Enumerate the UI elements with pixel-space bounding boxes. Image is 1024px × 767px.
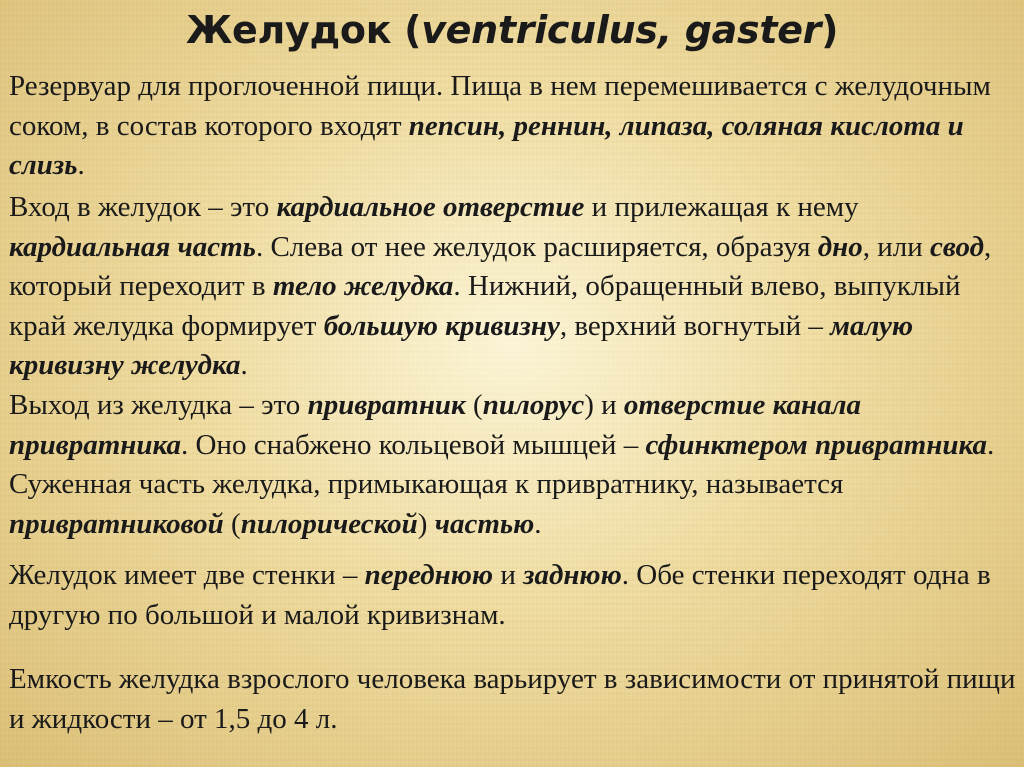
text-segment: , или [862, 230, 931, 263]
text-segment: . [534, 507, 542, 540]
paragraph-purpose [9, 67, 1019, 186]
emphasized-term: сфинктером привратника [645, 428, 987, 461]
emphasized-term: кардиальное отверстие [276, 191, 585, 223]
emphasized-term: большую кривизну [323, 309, 560, 342]
emphasized-term: тело желудка [272, 270, 454, 302]
text-segment: ) [417, 507, 435, 540]
text-segment: Желудок имеет две стенки – [9, 559, 365, 591]
paragraph-walls [9, 556, 1019, 635]
slide-title [0, 8, 1024, 52]
emphasized-term: кардиальная часть [9, 230, 256, 263]
text-segment: и [493, 559, 524, 591]
paragraph-capacity [9, 660, 1019, 739]
text-segment: . Слева от нее желудок расширяется, образуя [255, 230, 818, 263]
text-segment: . [77, 149, 85, 181]
emphasized-term: пепсин, реннин, липаза, соляная кислота и слизь [9, 109, 964, 181]
paragraph-entrance [9, 188, 1019, 386]
emphasized-term: переднюю [364, 559, 494, 591]
text-segment: ( [465, 389, 483, 421]
text-segment: . [240, 349, 248, 381]
emphasized-term: свод [930, 230, 984, 263]
title-end: ) [821, 8, 839, 52]
title-latin: ventriculus, gaster [421, 8, 822, 52]
text-segment: Резервуар для проглоченной пищи. Пища в нем перемешивается с желудочным соком, в состав которого входят [9, 70, 991, 142]
title-main: Желудок ( [185, 8, 422, 52]
text-segment: . Обе стенки переходят одна в другую по большой и малой кривизнам. [9, 559, 991, 631]
text-segment: ) и [584, 389, 624, 421]
text-segment: Емкость желудка взрослого человека варьирует в зависимости от принятой пищи и жидкости – от 1,5 до 4 л. [9, 663, 1016, 735]
text-segment: Выход из желудка – это [9, 389, 308, 421]
emphasized-term: пилорической [240, 507, 418, 540]
emphasized-term: привратниковой [9, 507, 224, 540]
text-segment: Вход в желудок – это [9, 191, 277, 223]
emphasized-term: дно [817, 230, 863, 263]
emphasized-term: заднюю [523, 559, 622, 591]
emphasized-term: малую кривизну желудка [9, 309, 914, 381]
text-segment: и прилежащая к нему [584, 191, 859, 223]
text-segment: , который переходит в [9, 230, 992, 302]
text-segment: . Оно снабжено кольцевой мышцей – [180, 428, 646, 461]
emphasized-term: частью [434, 507, 535, 540]
paragraph-exit [9, 386, 1019, 544]
emphasized-term: привратник [307, 389, 466, 421]
text-segment: . Суженная часть желудка, примыкающая к привратнику, называется [9, 428, 995, 500]
emphasized-term: отверстие канала привратника [9, 389, 862, 461]
emphasized-term: пилорус [482, 389, 585, 421]
text-segment: , верхний вогнутый – [559, 309, 831, 342]
text-segment: . Нижний, обращенный влево, выпуклый край желудка формирует [9, 270, 961, 342]
text-segment: ( [223, 507, 241, 540]
